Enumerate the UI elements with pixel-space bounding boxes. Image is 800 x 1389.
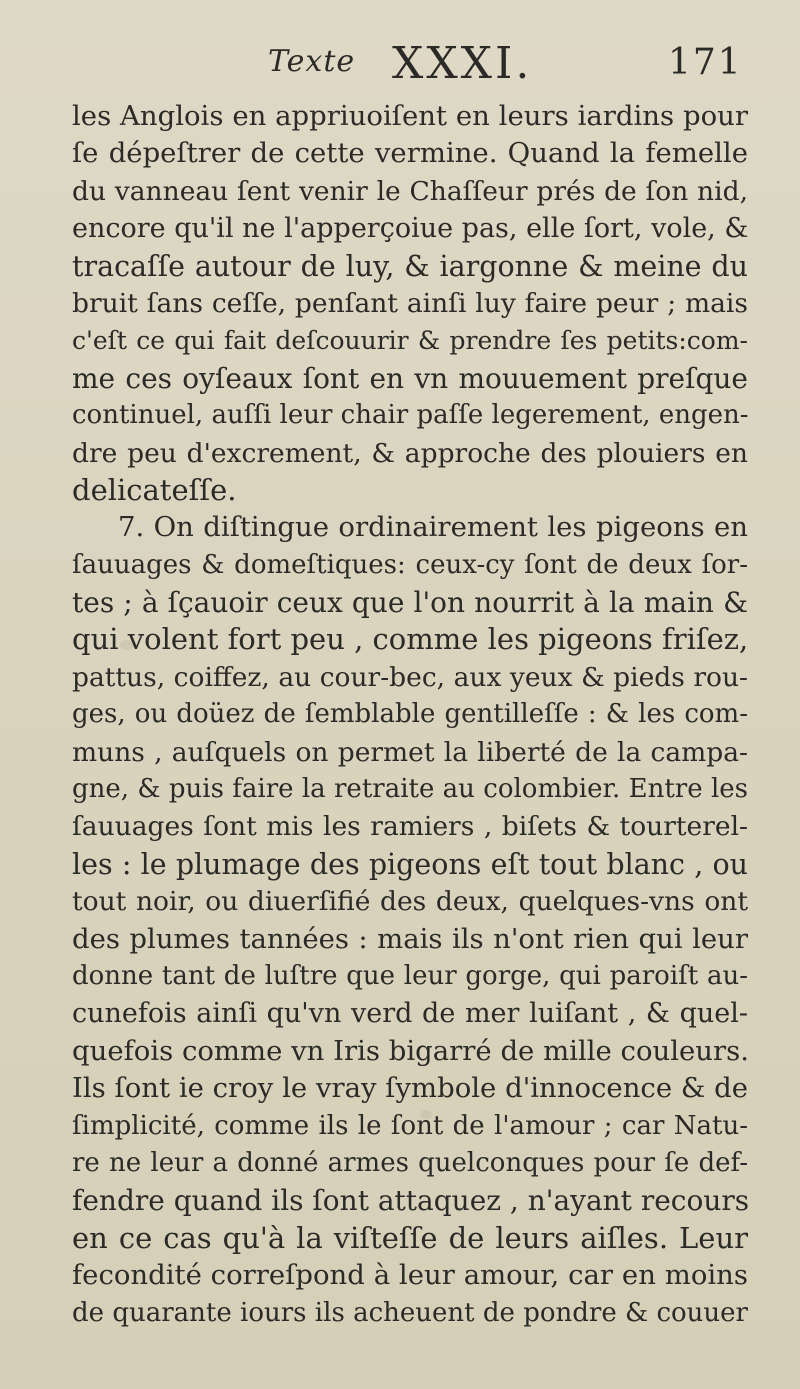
- text-line: les Anglois en appriuoiſent en leurs iardins pour: [72, 100, 748, 132]
- text-line: cunefois ainſi qu'vn verd de mer luiſant , & quel-: [72, 998, 748, 1030]
- text-line: ſauuages ſont mis les ramiers , biſets & tourterel-: [72, 811, 748, 843]
- text-line: me ces oyſeaux ſont en vn mouuement preſque: [72, 361, 748, 395]
- text-line: ges, ou doüez de ſemblable gentilleſſe : & les com-: [72, 699, 748, 730]
- text-line: qui volent fort peu , comme les pigeons friſez,: [72, 622, 749, 657]
- text-line: re ne leur a donné armes quelconques pour ſe def-: [72, 1147, 748, 1178]
- running-title: Texte: [268, 44, 356, 79]
- text-line: donne tant de luſtre que leur gorge, qui paroiſt au-: [72, 960, 748, 991]
- text-line: ſe dépeſtrer de cette vermine. Quand la femelle: [72, 137, 748, 170]
- text-line: pattus, coiffez, au cour-bec, aux yeux & pieds rou-: [72, 661, 748, 693]
- text-line: en ce cas qu'à la viſteſſe de leurs aiſles. Leur: [72, 1220, 748, 1255]
- text-line: ſauuages & domeſtiques: ceux-cy ſont de deux ſor-: [72, 549, 748, 580]
- text-line: Ils ſont ie croy le vray ſymbole d'innocence & de: [72, 1072, 748, 1105]
- text-line: du vanneau ſent venir le Chaſſeur prés de ſon nid,: [72, 175, 748, 207]
- text-line: dre peu d'excrement, & approche des plouiers en: [72, 437, 748, 469]
- body-text: [72, 98, 748, 1332]
- text-line: continuel, auſſi leur chair paſſe legerement, engen-: [72, 400, 749, 431]
- text-line: les : le plumage des pigeons eſt tout blanc , ou: [72, 847, 748, 881]
- section-number: XXXI.: [392, 38, 533, 89]
- text-line: ſimplicité, comme ils le ſont de l'amour ; car Natu-: [72, 1110, 748, 1141]
- text-line: de quarante iours ils acheuent de pondre & couuer: [72, 1297, 748, 1328]
- running-header: [0, 38, 800, 98]
- paragraph-7-start: 7. On diſtingue ordinairement les pigeons en: [118, 511, 748, 544]
- text-line: gne, & puis faire la retraite au colombier. Entre les: [72, 774, 748, 805]
- text-line: fendre quand ils ſont attaquez , n'ayant recours: [72, 1184, 750, 1218]
- text-line: bruit ſans ceſſe, penſant ainſi luy faire peur ; mais: [72, 287, 748, 319]
- text-line: encore qu'il ne l'apperçoiue pas, elle ſort, vole, &: [72, 213, 749, 245]
- text-line: tes ; à ſçauoir ceux que l'on nourrit à la main &: [72, 586, 748, 620]
- text-line: delicateſſe.: [72, 472, 237, 507]
- text-line: tracaſſe autour de luy, & iargonne & meine du: [72, 249, 748, 283]
- text-line: c'eſt ce qui fait deſcouurir & prendre ſes petits:com-: [72, 326, 748, 356]
- text-line: fecondité correſpond à leur amour, car en moins: [72, 1259, 748, 1292]
- text-line: des plumes tannées : mais ils n'ont rien qui leur: [72, 922, 748, 955]
- text-line: muns , auſquels on permet la liberté de la campa-: [72, 736, 748, 768]
- page-number: 171: [668, 42, 743, 83]
- text-line: tout noir, ou diuerſifié des deux, quelques-vns ont: [72, 886, 748, 918]
- text-line: quefois comme vn Iris bigarré de mille couleurs.: [72, 1034, 749, 1067]
